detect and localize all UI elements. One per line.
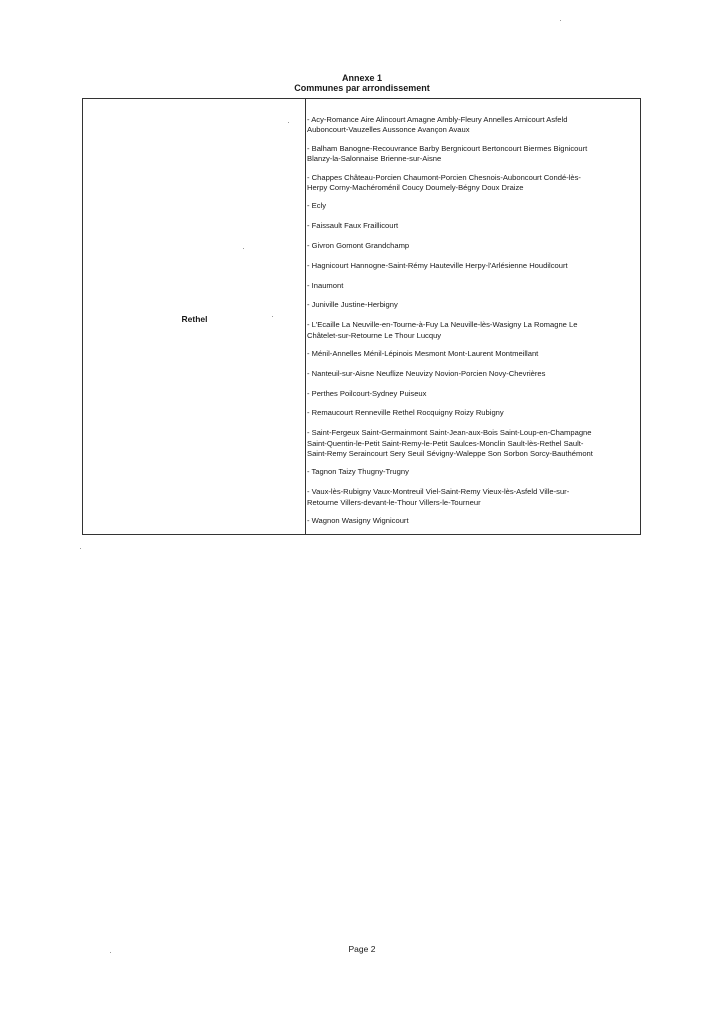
commune-line: - Ménil-Annelles Ménil-Lépinois Mesmont Mont-Laurent Montmeillant (307, 349, 539, 359)
commune-line: - Chappes Château-Porcien Chaumont-Porcien Chesnois-Auboncourt Condé-lès- (307, 172, 581, 182)
commune-line: - Ecly (307, 201, 326, 211)
scan-speck (80, 548, 81, 549)
commune-group (307, 221, 639, 231)
commune-group (307, 408, 639, 418)
commune-group (307, 467, 639, 477)
commune-group (307, 516, 639, 526)
commune-group (307, 389, 639, 399)
communes-table (82, 98, 641, 535)
commune-line: - Acy-Romance Aire Alincourt Amagne Ambly-Fleury Annelles Arnicourt Asfeld (307, 115, 568, 124)
commune-line: - Juniville Justine-Herbigny (307, 300, 398, 310)
commune-line: Châtelet-sur-Retourne Le Thour Lucquy (307, 330, 442, 340)
commune-group (307, 320, 639, 341)
commune-line: Saint-Quentin-le-Petit Saint-Remy-le-Petit Saulces-Monclin Sault-lès-Rethel Sault- (307, 438, 584, 448)
commune-line: - Perthes Poilcourt-Sydney Puiseux (307, 388, 427, 398)
scan-speck (288, 122, 289, 123)
commune-line: Herpy Corny-Machéroménil Coucy Doumely-Bégny Doux Draize (307, 183, 524, 193)
commune-line: - L'Ecaille La Neuville-en-Tourne-à-Fuy La Neuville-lès-Wasigny La Romagne Le (307, 320, 578, 330)
commune-line: - Inaumont (307, 280, 344, 290)
commune-line: - Saint-Fergeux Saint-Germainmont Saint-Jean-aux-Bois Saint-Loup-en-Champagne (307, 428, 592, 438)
commune-group (307, 173, 639, 194)
commune-line: - Wagnon Wasigny Wignicourt (307, 516, 409, 526)
document-subtitle: Communes par arrondissement (294, 83, 430, 93)
scan-speck (110, 952, 111, 953)
commune-group (307, 241, 639, 251)
scan-speck (272, 316, 273, 317)
commune-line: Auboncourt-Vauzelles Aussonce Avançon Avaux (307, 125, 470, 135)
commune-group (307, 428, 639, 459)
commune-group (307, 201, 639, 211)
commune-line: Retourne Villers-devant-le-Thour Villers-le-Tourneur (307, 497, 481, 507)
commune-line: Blanzy-la-Salonnaise Brienne-sur-Aisne (307, 154, 442, 164)
arrondissement-name: Rethel (181, 314, 208, 324)
page-number: Page 2 (348, 944, 376, 954)
commune-group (307, 115, 639, 136)
document-header (0, 73, 724, 93)
commune-group (307, 349, 639, 359)
commune-group (307, 487, 639, 508)
scan-speck (560, 20, 561, 21)
document-title: Annexe 1 (341, 73, 383, 83)
commune-group (307, 369, 639, 379)
commune-line: - Tagnon Taizy Thugny-Trugny (307, 467, 409, 477)
commune-line: - Nanteuil-sur-Aisne Neuflize Neuvizy Novion-Porcien Novy-Chevrières (307, 368, 546, 378)
commune-line: - Givron Gomont Grandchamp (307, 241, 410, 251)
commune-group (307, 261, 639, 271)
commune-line: - Remaucourt Renneville Rethel Rocquigny Roizy Rubigny (307, 408, 504, 418)
commune-line: - Balham Banogne-Recouvrance Barby Bergnicourt Bertoncourt Biermes Bignicourt (307, 143, 588, 153)
scan-speck (243, 248, 244, 249)
commune-group (307, 300, 639, 310)
commune-group (307, 144, 639, 165)
commune-line: - Hagnicourt Hannogne-Saint-Rémy Hauteville Herpy-l'Arlésienne Houdilcourt (307, 260, 568, 270)
commune-line: - Faissault Faux Fraillicourt (307, 221, 399, 231)
commune-line: Saint-Remy Seraincourt Sery Seuil Sévigny-Waleppe Son Sorbon Sorcy-Bauthémont (307, 449, 593, 459)
commune-group (307, 281, 639, 291)
communes-cell (307, 115, 639, 536)
commune-line: - Vaux-lès-Rubigny Vaux-Montreuil Viel-Saint-Remy Vieux-lès-Asfeld Ville-sur- (307, 487, 570, 497)
